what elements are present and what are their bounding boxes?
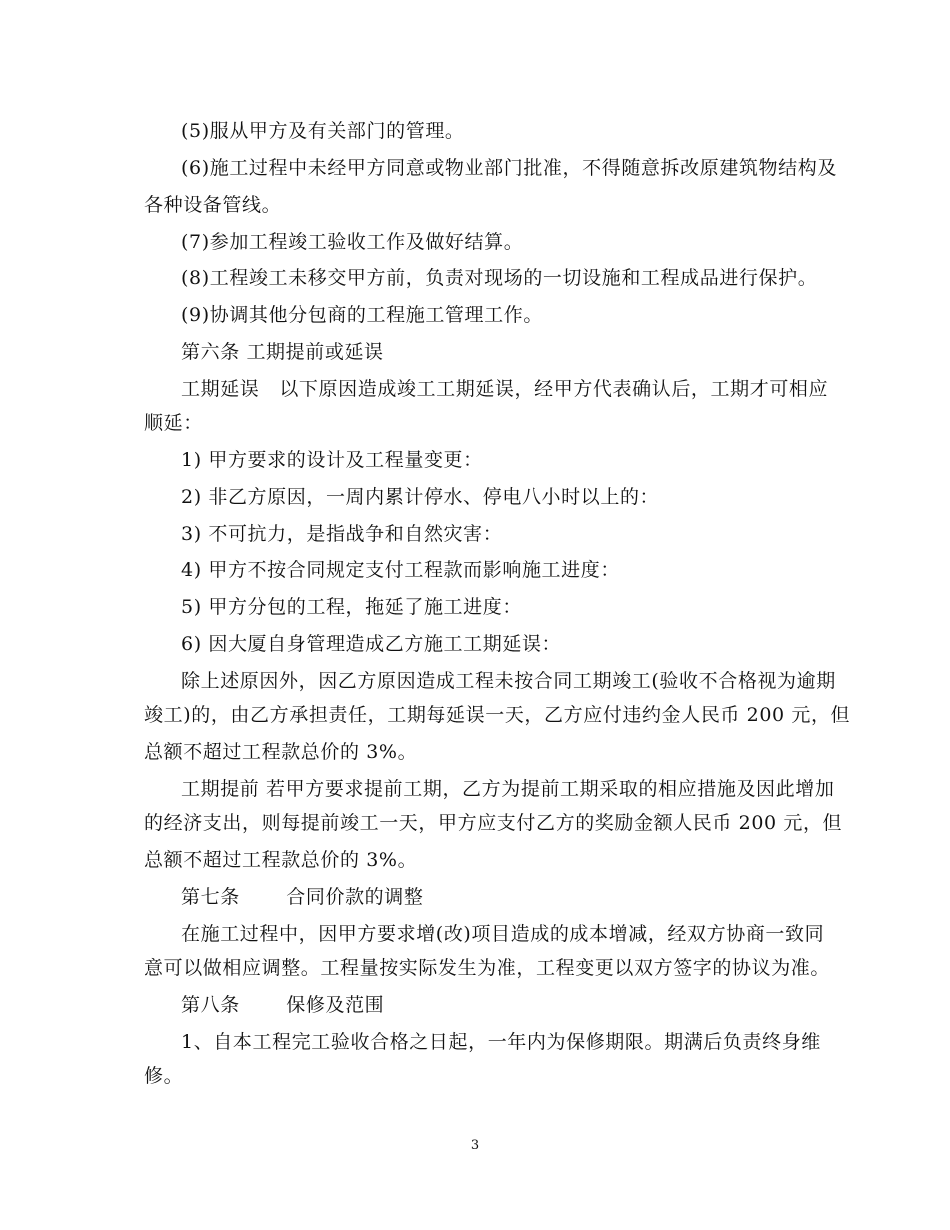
warranty-line-1: 1、自本工程完工验收合格之日起，一年内为保修期限。期满后负责终身维 <box>181 1031 821 1053</box>
clause-9-text: (9)协调其他分包商的工程施工管理工作。 <box>181 304 543 326</box>
clause-7-text: (7)参加工程竣工验收工作及做好结算。 <box>181 231 524 253</box>
penalty-paragraph-line-1: 除上述原因外，因乙方原因造成工程未按合同工期竣工(验收不合格视为逾期 <box>181 670 836 692</box>
delay-item-6: 6) 因大厦自身管理造成乙方施工工期延误： <box>181 633 562 655</box>
delay-item-1: 1) 甲方要求的设计及工程量变更： <box>181 449 483 471</box>
delay-item-2: 2) 非乙方原因，一周内累计停水、停电八小时以上的： <box>181 486 660 508</box>
advance-paragraph-line-3: 总额不超过工程款总价的 3%。 <box>144 849 418 871</box>
article-7-heading: 第七条 合同价款的调整 <box>181 886 424 908</box>
clause-6-continuation: 各种设备管线。 <box>144 194 282 216</box>
article-8-heading: 第八条 保修及范围 <box>181 994 385 1016</box>
delay-item-3: 3) 不可抗力，是指战争和自然灾害： <box>181 523 503 545</box>
article-6-heading: 第六条 工期提前或延误 <box>181 341 384 363</box>
clause-6-text: (6)施工过程中未经甲方同意或物业部门批准，不得随意拆改原建筑物结构及 <box>181 157 837 179</box>
clause-8-text: (8)工程竣工未移交甲方前，负责对现场的一切设施和工程成品进行保护。 <box>181 267 818 289</box>
clause-5-text: (5)服从甲方及有关部门的管理。 <box>181 120 465 142</box>
penalty-paragraph-line-3: 总额不超过工程款总价的 3%。 <box>144 741 418 763</box>
price-adjust-line-2: 意可以做相应调整。工程量按实际发生为准，工程变更以双方签字的协议为准。 <box>144 957 831 979</box>
delay-item-5: 5) 甲方分包的工程，拖延了施工进度： <box>181 596 522 618</box>
delay-paragraph-line-1: 工期延误 以下原因造成竣工工期延误，经甲方代表确认后，工期才可相应 <box>181 378 829 400</box>
advance-paragraph-line-2: 的经济支出，则每提前竣工一天，甲方应支付乙方的奖励金额人民币 200 元，但 <box>144 812 843 834</box>
price-adjust-line-1: 在施工过程中，因甲方要求增(改)项目造成的成本增减，经双方协商一致同 <box>181 923 825 945</box>
penalty-paragraph-line-2: 竣工)的，由乙方承担责任，工期每延误一天，乙方应付违约金人民币 200 元，但 <box>144 704 851 726</box>
warranty-line-2: 修。 <box>144 1065 184 1087</box>
page-number: 3 <box>470 1138 480 1153</box>
delay-item-4: 4) 甲方不按合同规定支付工程款而影响施工进度： <box>181 559 620 581</box>
advance-paragraph-line-1: 工期提前 若甲方要求提前工期，乙方为提前工期采取的相应措施及因此增加 <box>181 778 835 800</box>
delay-paragraph-line-2: 顺延： <box>144 412 203 434</box>
